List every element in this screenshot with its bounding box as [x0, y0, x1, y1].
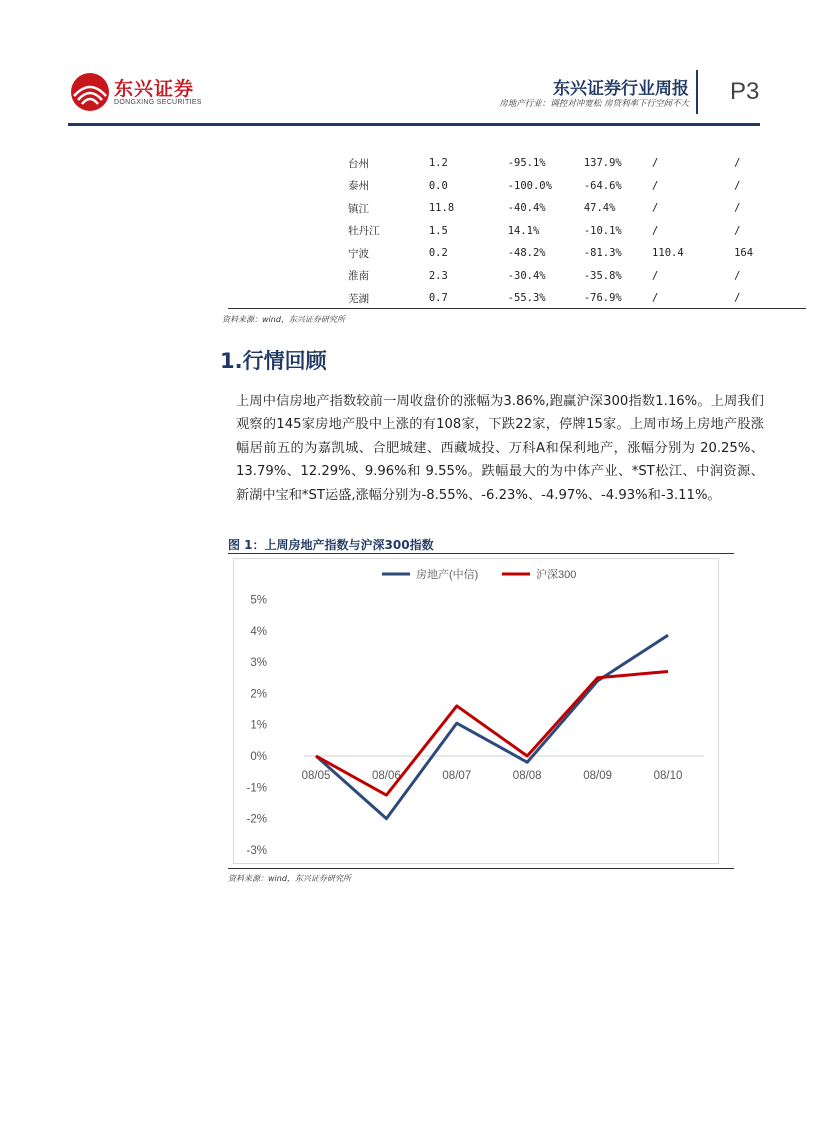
table-cell: 0.2 [428, 247, 448, 260]
table-cell: 宁波 [348, 247, 369, 260]
table-cell: / [652, 202, 659, 215]
table-cell: 泰州 [348, 180, 369, 193]
y-tick-label: -1% [246, 782, 267, 795]
table-cell: / [734, 202, 741, 215]
table-cell: -10.1% [583, 224, 622, 237]
x-tick-label: 08/07 [442, 770, 472, 782]
table-cell: 47.4% [583, 202, 616, 215]
y-tick-label: -2% [246, 813, 267, 826]
table-cell: 110.4 [652, 247, 684, 260]
header-rule [68, 123, 760, 126]
y-tick-label: -3% [246, 844, 267, 857]
table-cell: 牡丹江 [348, 225, 380, 238]
table-cell: -76.9% [583, 292, 622, 305]
y-tick-label: 5% [250, 594, 267, 607]
figure-top-rule [228, 553, 734, 554]
legend-label: 房地产(中信) [416, 569, 479, 581]
table-source: 资料来源：wind，东兴证券研究所 [222, 315, 345, 324]
report-title: 东兴证券行业周报 [553, 79, 689, 99]
x-tick-label: 08/08 [512, 770, 542, 782]
table-cell: -40.4% [507, 202, 546, 215]
table-cell: 淮南 [348, 270, 369, 283]
table-cell: 1.2 [428, 157, 448, 170]
table-cell: / [652, 292, 659, 305]
table-cell: -81.3% [583, 247, 622, 260]
series-line-hs300 [316, 671, 668, 795]
table-cell: / [734, 157, 741, 170]
x-tick-label: 08/06 [372, 770, 401, 782]
table-row [228, 220, 806, 243]
table-cell: -48.2% [507, 247, 546, 260]
report-subtitle: 房地产行业：调控对冲宽松 房贷利率下行空间不大 [499, 99, 689, 109]
table-cell: / [734, 224, 741, 237]
table-cell: 14.1% [507, 224, 540, 237]
logo-subtext: DONGXING SECURITIES [114, 99, 202, 106]
table-cell: 芜湖 [348, 292, 369, 305]
table-cell: / [652, 179, 659, 192]
legend-label: 沪深300 [536, 569, 577, 581]
table-cell: 1.5 [428, 224, 448, 237]
table-cell: / [734, 179, 741, 192]
section-title: 1.行情回顾 [220, 349, 327, 373]
table-cell: -55.3% [507, 292, 546, 305]
table-cell: -30.4% [507, 269, 546, 282]
x-tick-label: 08/10 [653, 770, 683, 782]
y-tick-label: 4% [250, 625, 267, 638]
x-tick-label: 08/05 [301, 770, 331, 782]
table-cell: 0.7 [428, 292, 448, 305]
table-cell: -35.8% [583, 269, 622, 282]
figure-source: 资料来源：wind，东兴证券研究所 [228, 874, 351, 883]
table-cell: / [652, 224, 659, 237]
y-tick-label: 3% [250, 657, 267, 670]
figure-title: 图 1：上周房地产指数与沪深300指数 [228, 538, 434, 552]
header-divider [696, 70, 698, 114]
table-cell: / [652, 157, 659, 170]
city-data-table [228, 152, 806, 310]
table-row [228, 265, 806, 288]
page-number: P3 [730, 78, 760, 105]
y-tick-label: 1% [250, 719, 267, 732]
chart-frame [233, 558, 719, 864]
table-row [228, 197, 806, 220]
table-cell: 镇江 [348, 202, 369, 215]
x-tick-label: 08/09 [583, 770, 612, 782]
table-cell: -64.6% [583, 179, 622, 192]
table-cell: / [734, 292, 741, 305]
table-row [228, 175, 806, 198]
table-cell: -100.0% [507, 179, 552, 192]
table-bottom-rule [228, 308, 806, 309]
table-row [228, 242, 806, 265]
table-cell: 11.8 [428, 202, 455, 215]
table-row [228, 152, 806, 175]
section-paragraph: 上周中信房地产指数较前一周收盘价的涨幅为3.86%,跑赢沪深300指数1.16%。上周我们观察的145家房地产股中上涨的有108家，下跌22家，停牌15家。上周市场上房地产股涨幅居前五的为嘉凯城、合肥城建、西藏城投、万科A和保利地产，涨幅分别为 20.25%、13.79%、12.29%、9.96%和 9.55%。跌幅最大的为中体产业、*ST松江、中润资源、新湖中宝和*ST运盛,涨幅分别为-8.55%、-6.23%、-4.97%、-4.93%和-3.11%。 [236, 394, 764, 503]
table-cell: / [734, 269, 741, 282]
line-chart [234, 559, 718, 863]
table-cell: 137.9% [583, 157, 622, 170]
figure-bottom-rule [228, 868, 734, 869]
table-cell: / [652, 269, 659, 282]
table-cell: 0.0 [428, 179, 448, 192]
series-line-realestate [316, 635, 668, 818]
table-cell: 2.3 [428, 269, 448, 282]
logo-text: 东兴证券 [114, 78, 195, 100]
table-row [228, 287, 806, 310]
y-tick-label: 2% [250, 688, 267, 701]
table-cell: 台州 [348, 157, 369, 170]
table-cell: -95.1% [507, 157, 546, 170]
table-cell: 164 [734, 247, 754, 260]
y-tick-label: 0% [250, 751, 267, 763]
